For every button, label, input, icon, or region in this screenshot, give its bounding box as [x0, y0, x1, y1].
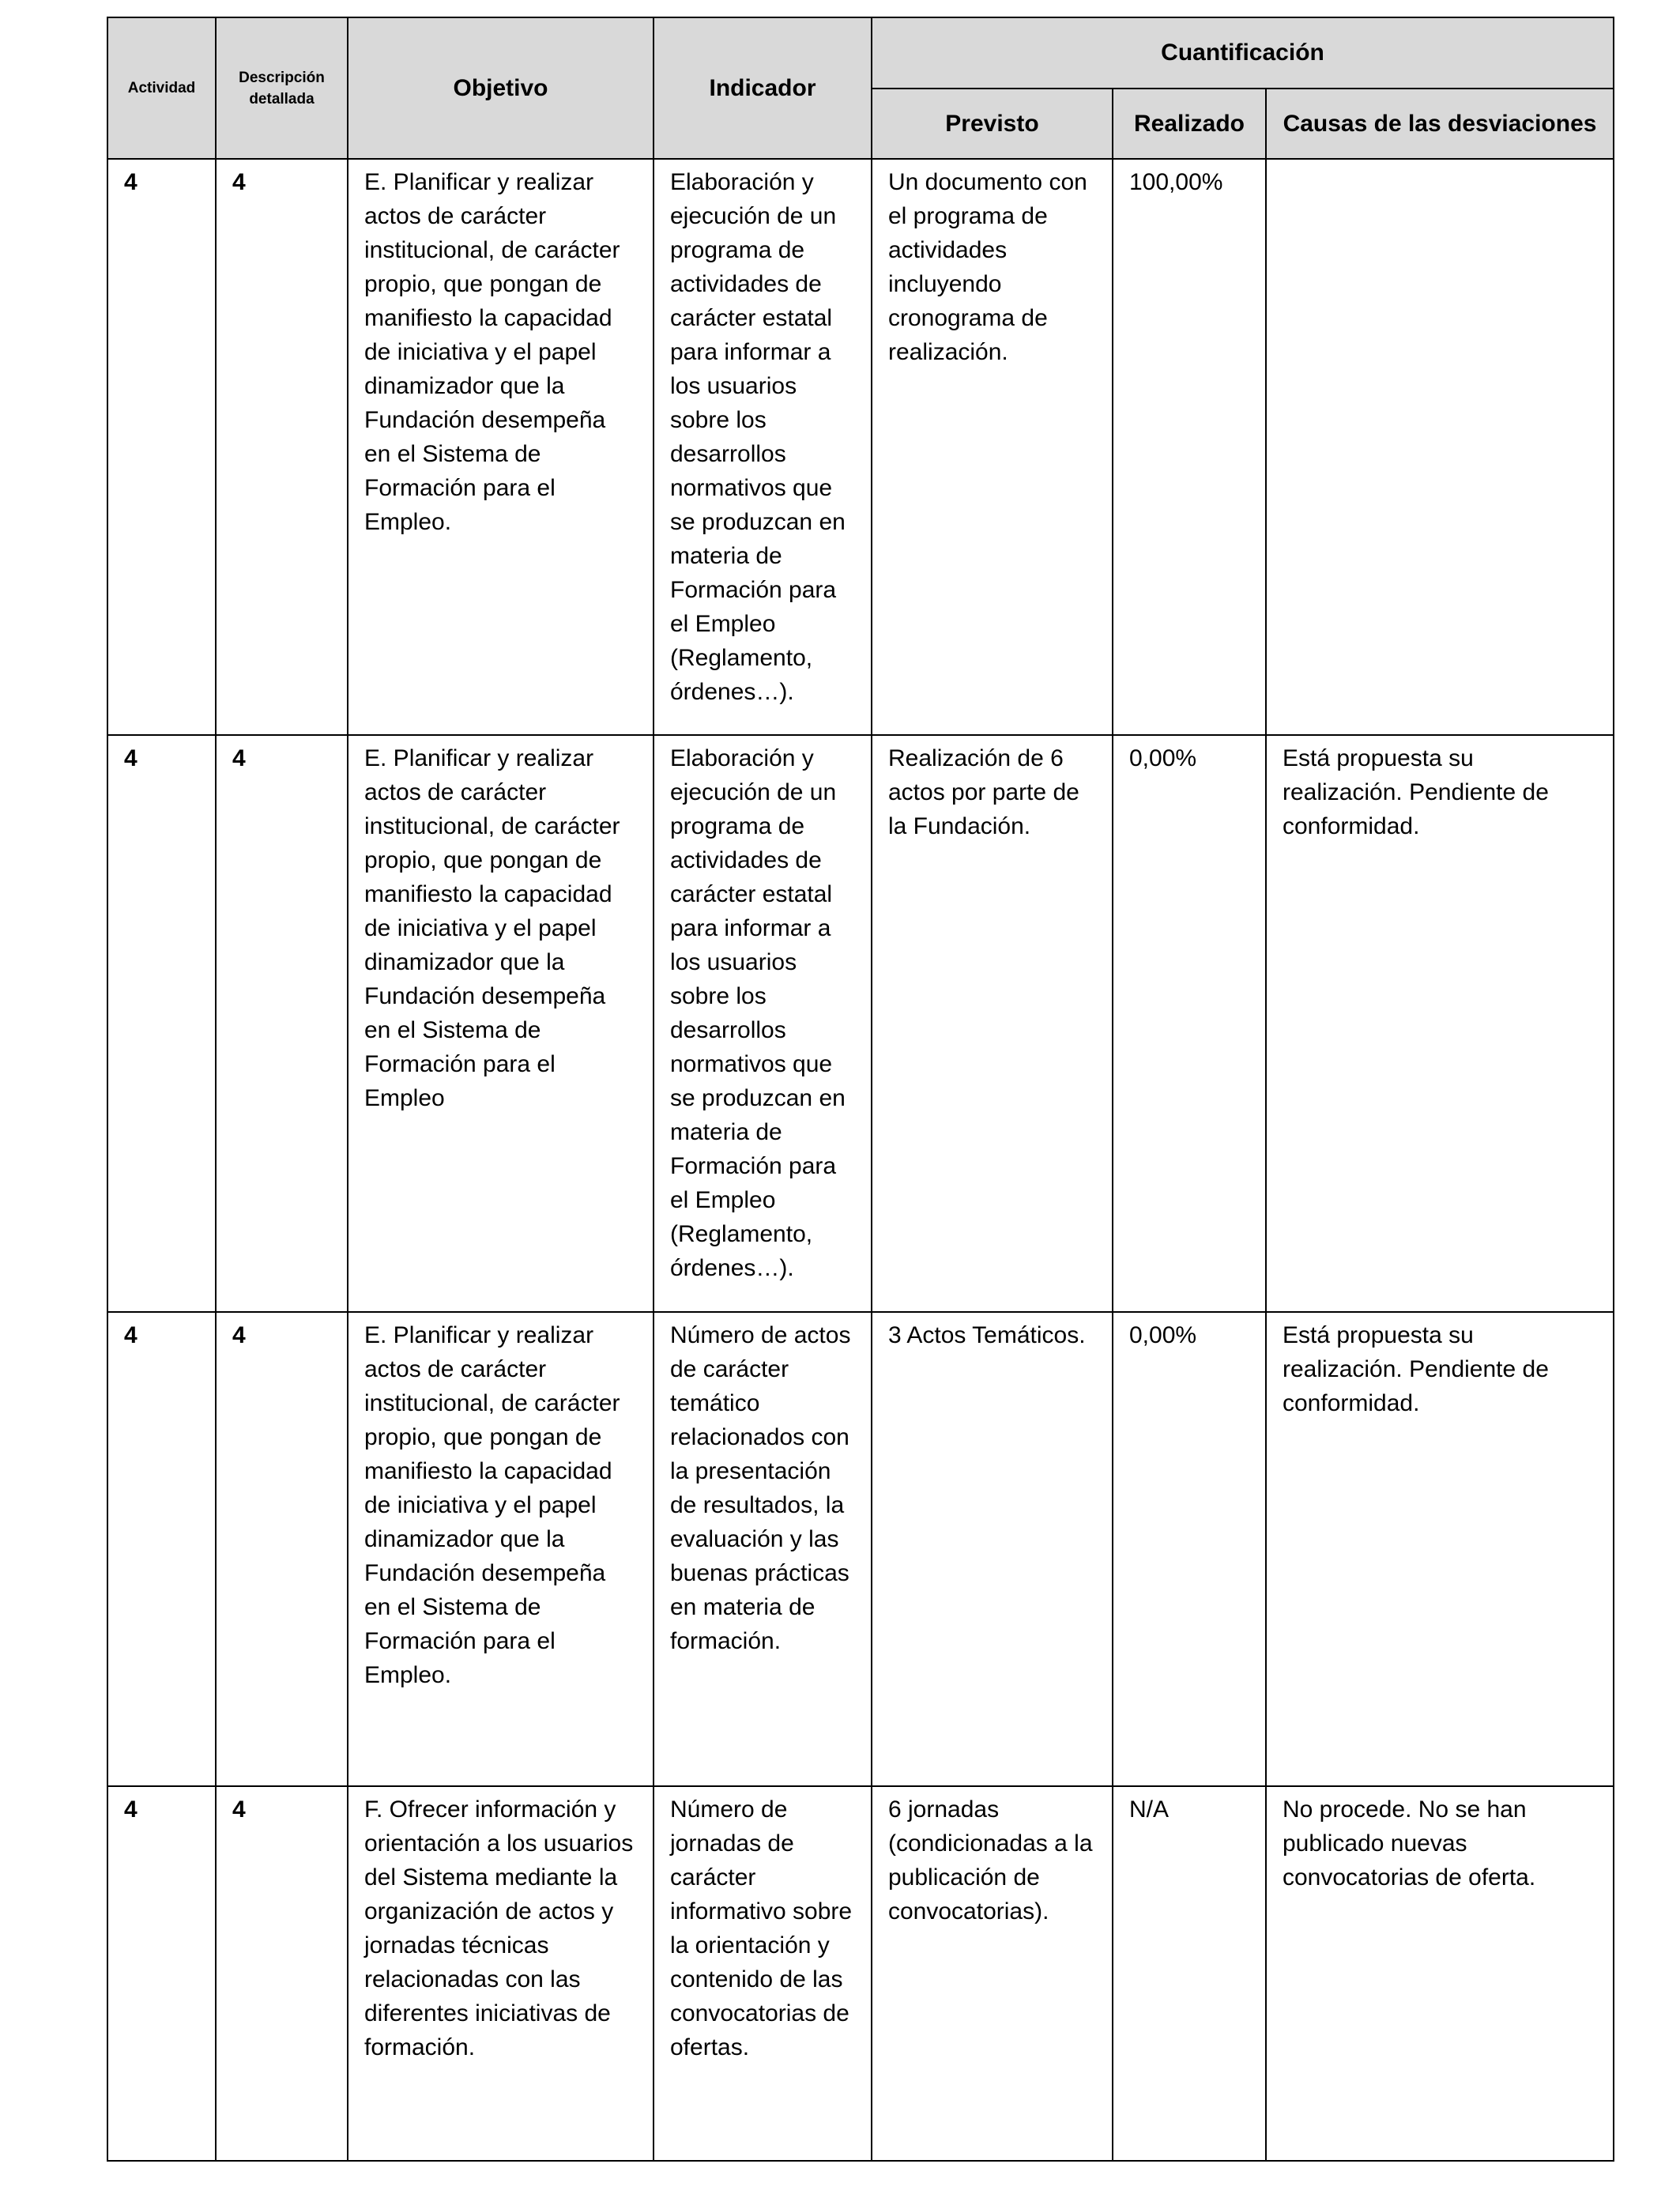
table-body — [107, 159, 1614, 2161]
cell-descripcion: 4 — [216, 159, 348, 735]
cell-descripcion: 4 — [216, 1312, 348, 1786]
header-actividad: Actividad — [107, 17, 216, 159]
cell-causas: Está propuesta su realización. Pendiente de conformidad. — [1266, 1312, 1614, 1786]
cell-realizado: N/A — [1113, 1786, 1266, 2161]
cell-objetivo: E. Planificar y realizar actos de carácter institucional, de carácter propio, que pongan de manifiesto la capacidad de iniciativa y el papel dinamizador que la Fundación desempeña en el Sistema de Formación para el Empleo. — [348, 1312, 654, 1786]
header-causas: Causas de las desviaciones — [1266, 89, 1614, 159]
cell-actividad: 4 — [107, 735, 216, 1312]
cell-indicador: Elaboración y ejecución de un programa de actividades de carácter estatal para informar a los usuarios sobre los desarrollos normativos que se produzcan en materia de Formación para el Empleo (Reglamento, órdenes…). — [654, 159, 872, 735]
header-cuantificacion: Cuantificación — [872, 17, 1614, 89]
header-descripcion: Descripción detallada — [216, 17, 348, 159]
cell-causas — [1266, 159, 1614, 735]
cell-indicador: Elaboración y ejecución de un programa de actividades de carácter estatal para informar a los usuarios sobre los desarrollos normativos que se produzcan en materia de Formación para el Empleo (Reglamento, órdenes…). — [654, 735, 872, 1312]
cell-objetivo: F. Ofrecer información y orientación a los usuarios del Sistema mediante la organización de actos y jornadas técnicas relacionadas con las diferentes iniciativas de formación. — [348, 1786, 654, 2161]
cell-indicador: Número de jornadas de carácter informativo sobre la orientación y contenido de las convocatorias de ofertas. — [654, 1786, 872, 2161]
cell-actividad: 4 — [107, 1312, 216, 1786]
cell-realizado: 0,00% — [1113, 1312, 1266, 1786]
activity-report-table — [107, 17, 1614, 2162]
table-row — [107, 1786, 1614, 2161]
cell-descripcion: 4 — [216, 1786, 348, 2161]
cell-objetivo: E. Planificar y realizar actos de carácter institucional, de carácter propio, que pongan de manifiesto la capacidad de iniciativa y el papel dinamizador que la Fundación desempeña en el Sistema de Formación para el Empleo — [348, 735, 654, 1312]
cell-actividad: 4 — [107, 1786, 216, 2161]
cell-causas: Está propuesta su realización. Pendiente de conformidad. — [1266, 735, 1614, 1312]
cell-realizado: 100,00% — [1113, 159, 1266, 735]
header-objetivo: Objetivo — [348, 17, 654, 159]
cell-causas: No procede. No se han publicado nuevas convocatorias de oferta. — [1266, 1786, 1614, 2161]
header-previsto: Previsto — [872, 89, 1113, 159]
table-row — [107, 159, 1614, 735]
table-header — [107, 17, 1614, 159]
header-row-top — [107, 17, 1614, 89]
table-row — [107, 735, 1614, 1312]
cell-previsto: Un documento con el programa de actividades incluyendo cronograma de realización. — [872, 159, 1113, 735]
header-indicador: Indicador — [654, 17, 872, 159]
cell-previsto: Realización de 6 actos por parte de la Fundación. — [872, 735, 1113, 1312]
header-realizado: Realizado — [1113, 89, 1266, 159]
cell-descripcion: 4 — [216, 735, 348, 1312]
cell-objetivo: E. Planificar y realizar actos de carácter institucional, de carácter propio, que pongan de manifiesto la capacidad de iniciativa y el papel dinamizador que la Fundación desempeña en el Sistema de Formación para el Empleo. — [348, 159, 654, 735]
cell-indicador: Número de actos de carácter temático relacionados con la presentación de resultados, la evaluación y las buenas prácticas en materia de formación. — [654, 1312, 872, 1786]
cell-actividad: 4 — [107, 159, 216, 735]
cell-previsto: 3 Actos Temáticos. — [872, 1312, 1113, 1786]
cell-previsto: 6 jornadas (condicionadas a la publicación de convocatorias). — [872, 1786, 1113, 2161]
table-row — [107, 1312, 1614, 1786]
cell-realizado: 0,00% — [1113, 735, 1266, 1312]
